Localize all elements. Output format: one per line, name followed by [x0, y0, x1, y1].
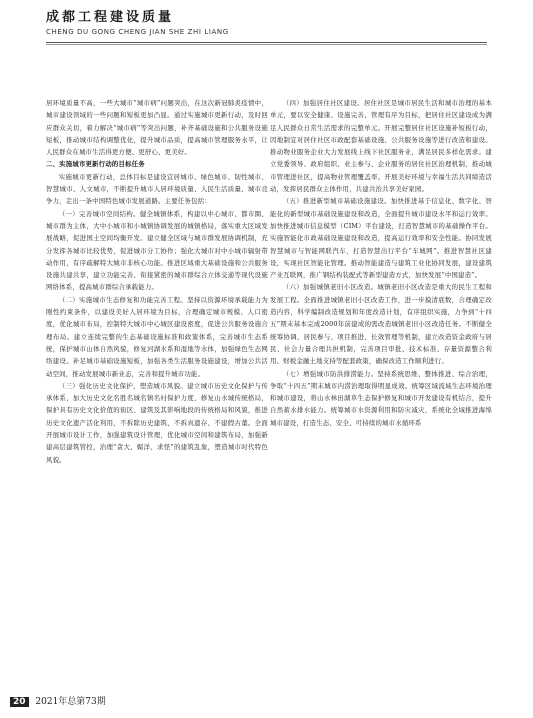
- left-paragraph-1: 居环境质量不高，一些大城市“城市病”问题突出，在这次新冠肺炎疫情中，城市建设领域的一些问题和短板更加凸显。通过实施城市更新行动，及时回应群众关切，着力解决“城市病”等突出问题，补齐基础设施和公共服务设施短板，推动城市结构调整优化，提升城市品质，提高城市管理服务水平，让人民群众在城市生活得更方便、更舒心、更美好。: [46, 99, 268, 157]
- journal-pinyin: CHENG DU GONG CHENG JIAN SHE ZHI LIANG: [46, 28, 229, 36]
- issue-label: 2021年总第73期: [35, 697, 106, 707]
- left-paragraph-3: （一）完善城市空间结构。健全城镇体系，构建以中心城市、都市圈、城市群为主体，大中小城市和小城镇协调发展的城镇格局，落实重大区域发展战略，促进国土空间均衡开发。建立健全区域与城市群发展协调机制，充分发挥各城市比较优势，促进城市分工协作；强化大城市对中小城市辐射带动作用，有序疏解特大城市非核心功能。推进区域重大基础设施和公共服务设施共建共享，建立功能完善、衔接紧密的城市群综合立体交通等现代设施网络体系，提高城市群综合承载能力。: [46, 209, 268, 292]
- left-paragraph-5: （三）强化历史文化保护，塑造城市风貌。建立城市历史文化保护与传承体系，加大历史文化名胜名城名镇名村保护力度，修复山水城传统格局，保护具有历史文化价值的街区、建筑及其影响地段的传统格局和风貌，推进历史文化遗产活化利用，不拆除历史建筑、不拆真遗存、不建假古董。全面开展城市设计工作，加强建筑设计管理，优化城市空间和建筑布局，加强新建高层建筑管控，治理“贪大、媚洋、求怪”的建筑乱象，塑造城市时代特色风貌。: [46, 381, 268, 464]
- right-paragraph-1: （四）加强居住社区建设。居住社区是城市居民生活和城市治理的基本单元，要以安全健康、设施完善、管理有序为目标，把居住社区建设成为满足人民群众日常生活需求的完整单元。开展完整居住社区设施补短板行动，因地制宜对居住社区市政配套基础设施、公共服务设施等进行改造和建设。推动物业服务企业大力发展线上线下社区服务业，满足居民多样化需求。建立党委领导、政府组织、业主参与、企业服务的居住社区治理机制，推动城市管理进社区，提高物业管理覆盖率。开展美好环境与幸福生活共同缔造活动，发挥居民群众主体作用，共建共治共享美好家园。: [270, 99, 492, 194]
- left-column: [46, 97, 268, 683]
- journal-title: 成都工程建设质量: [46, 10, 175, 25]
- right-paragraph-3: （六）加强城镇老旧小区改造。城镇老旧小区改造是重大的民生工程和发展工程。全面推进城镇老旧小区改造工作，进一步摸清底数，合理确定改造内容，科学编制改造规划和年度改造计划，有序组织实施，力争到“十四五”期末基本完成2000年前建成的需改造城镇老旧小区改造任务。不断健全统筹协调、居民参与、项目推进、长效管理等机制，建立改造资金政府与居民、社会力量合理共担机制，完善项目审批、技术标准、存量资源整合利用、财税金融土地支持等配套政策，确保改造工作顺利进行。: [270, 283, 492, 366]
- header-rule-thin: [46, 44, 487, 45]
- right-paragraph-4: （七）增强城市防洪排涝能力。坚持系统思维、整体推进、综合治理，争取“十四五”期末城市内涝治理取得明显成效。统筹区域流域生态环境治理和城市建设，将山水林田湖草生态保护修复和城市开发建设有机结合，提升自然蓄水排水能力。统筹城市水资源利用和防灾减灾，系统化全域推进海绵城市建设，打造生态、安全、可持续的城市水循环系: [270, 369, 492, 427]
- header-rule: [46, 42, 487, 43]
- footer: [10, 694, 106, 707]
- page-number: 20: [10, 697, 29, 707]
- right-column: [270, 97, 492, 683]
- section-heading: 二、实施城市更新行动的目标任务: [46, 160, 145, 169]
- left-paragraph-4: （二）实施城市生态修复和功能完善工程。坚持以资源环境承载能力为刚性约束条件，以建设美好人居环境为目标，合理确定城市规模、人口密度，优化城市布局，控制特大城市中心城区建设密度，促进公共服务设施合理布局。建立连续完整的生态基础设施标准和政策体系，完善城市生态系统，保护城市山体自然风貌，修复河湖水系和湿地等水体，加强绿色生态网络建设。补足城市基础设施短板，加强各类生活服务设施建设，增加公共活动空间，推动发展城市新业态，完善和提升城市功能。: [46, 295, 268, 378]
- right-paragraph-2: （五）推进新型城市基础设施建设。加快推进基于信息化、数字化、智能化的新型城市基础设施建设和改造，全面提升城市建设水平和运行效率。加快推进城市信息模型（CIM）平台建设，打造智慧城市的基础操作平台。实施智能化市政基础设施建设和改造，提高运行效率和安全性能。协同发展智慧城市与智能网联汽车，打造智慧出行平台“车城网”。推进智慧社区建设，实现社区智能化管理。推动智能建造与建筑工业化协同发展，建设建筑产业互联网，推广钢结构装配式等新型建造方式，加快发展“中国建造”。: [270, 197, 492, 280]
- left-paragraph-2: 实施城市更新行动，总体目标是建设宜居城市、绿色城市、韧性城市、智慧城市、人文城市，不断提升城市人居环境质量、人民生活质量、城市竞争力，走出一条中国特色城市发展道路。主要任务包括：: [46, 172, 268, 206]
